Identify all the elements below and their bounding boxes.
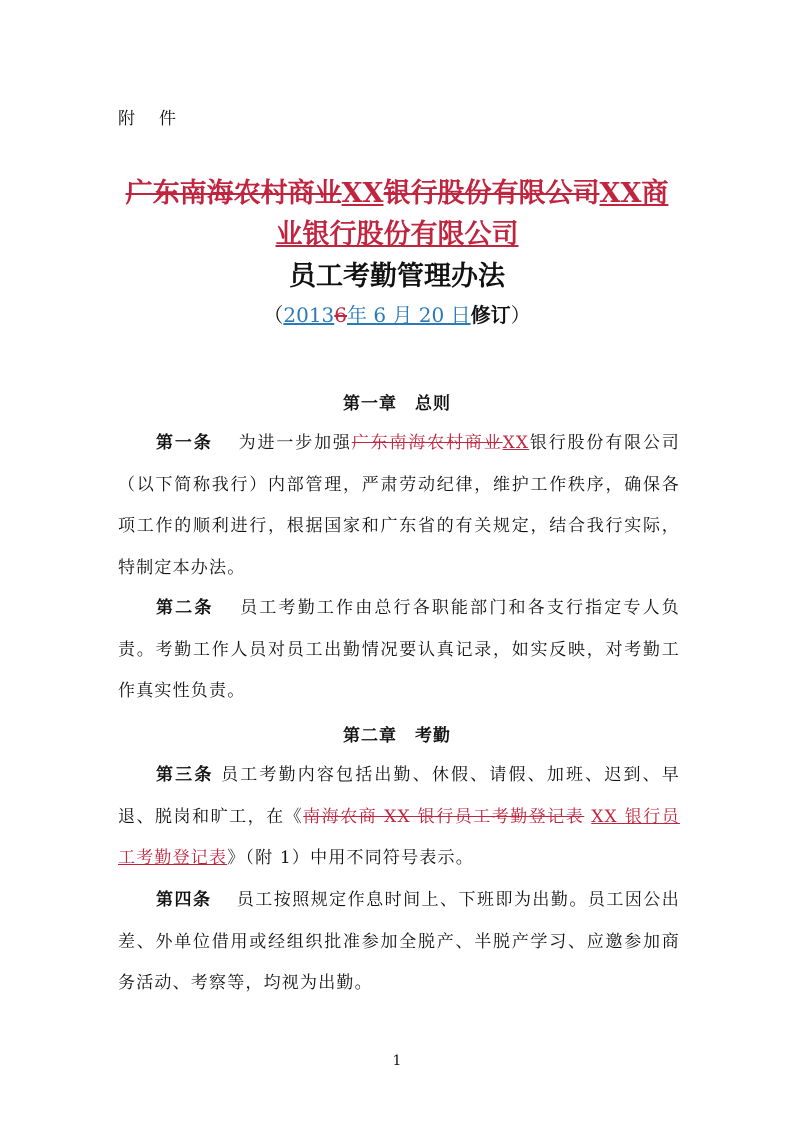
article-1-deleted-text: 广东南海农村商业 [351, 433, 503, 453]
chapter-2-name: 考勤 [415, 726, 451, 746]
title-inserted-text-d: 业银行股份有限公司 [275, 219, 519, 250]
title-inserted-text-b: XX [599, 178, 642, 209]
article-4-text: 员工按照规定作息时间上、下班即为出勤。员工因公出差、外单位借用或经组织批准参加全脱产、半脱产学习、应邀参加商务活动、考察等，均视为出勤。 [118, 890, 680, 993]
chapter-1-name: 总则 [415, 394, 451, 414]
revision-date [0, 300, 794, 330]
attachment-label-a: 附 [118, 109, 137, 129]
article-1 [118, 423, 680, 589]
chapter-heading-2 [0, 721, 794, 746]
article-2-text: 员工考勤工作由总行各职能部门和各支行指定专人负责。考勤工作人员对员工出勤情况要认真记录，如实反映，对考勤工作真实性负责。 [118, 598, 680, 701]
revision-deleted-year: 6 [334, 303, 348, 327]
article-4 [118, 880, 680, 1005]
revision-open-paren: （ [263, 303, 284, 327]
article-3-lead: 第三条 [156, 765, 214, 785]
page-number: 1 [392, 1053, 402, 1069]
attachment-label-b: 件 [159, 109, 178, 129]
article-2 [118, 588, 680, 713]
title-deleted-text-a: 广东南海农村商业 [125, 178, 342, 209]
article-2-lead: 第二条 [156, 598, 214, 618]
title-inserted-text-c: 商 [641, 178, 669, 209]
document-title: 员工考勤管理办法 [289, 261, 505, 292]
revision-inserted-year: 2013 [283, 303, 335, 327]
article-3 [118, 755, 680, 880]
title-line-1 [0, 172, 794, 216]
revision-suffix: 修订 [470, 303, 511, 327]
attachment-label [118, 104, 178, 129]
article-1-inserted-text: XX [502, 433, 530, 453]
chapter-2-number: 第二章 [343, 726, 397, 746]
article-3-text-b: 》（附 1）中用不同符号表示。 [227, 848, 474, 868]
article-1-text-a: 为进一步加强 [238, 433, 352, 453]
revision-inserted-date: 年 6 月 20 日 [347, 303, 471, 327]
title-line-2 [0, 213, 794, 257]
chapter-heading-1 [0, 389, 794, 414]
article-3-inserted-text: XX 银行员工考勤登记表 [118, 806, 681, 868]
article-1-text-b: 银行股份有限公司（以下简称我行）内部管理，严肃劳动纪律，维护工作秩序，确保各项工作的顺利进行，根据国家和广东省的有关规定，结合我行实际，特制定本办法。 [118, 433, 681, 578]
title-deleted-text-b: 银行股份有限公司 [383, 178, 600, 209]
article-1-lead: 第一条 [156, 433, 213, 453]
revision-close-paren: ） [510, 303, 531, 327]
article-4-lead: 第四条 [156, 890, 212, 910]
title-inserted-text-a: XX [341, 178, 384, 209]
chapter-1-number: 第一章 [343, 394, 397, 414]
article-3-text-a: 员工考勤内容包括出勤、休假、请假、加班、迟到、早退、脱岗和旷工，在《 [118, 765, 680, 827]
article-3-deleted-text: 南海农商 XX 银行员工考勤登记表 [303, 806, 585, 827]
